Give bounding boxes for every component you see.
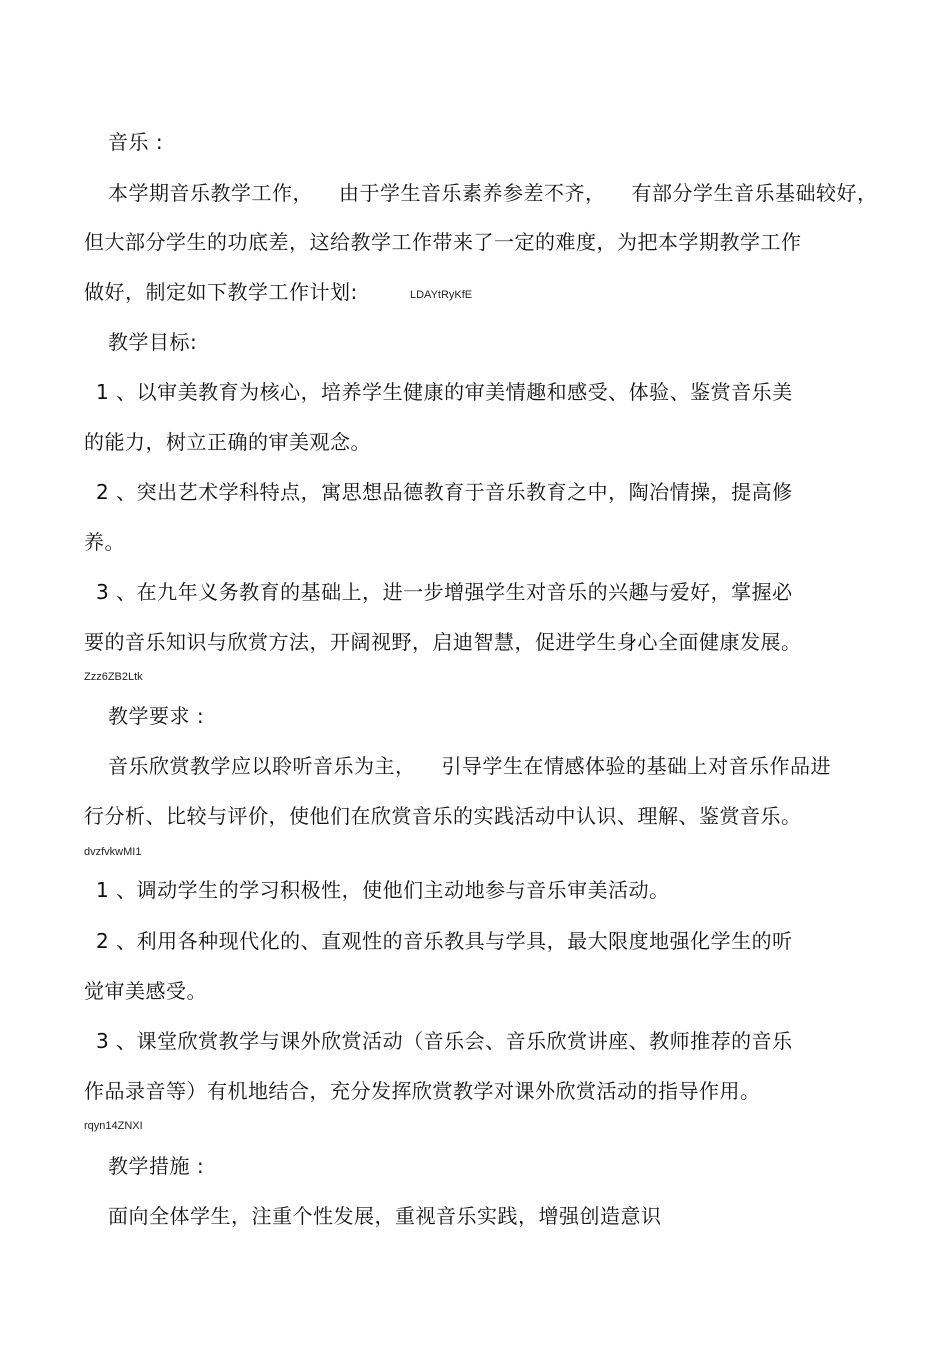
requirements-para-line-1 (108, 753, 831, 779)
goals-item-1-line-2: 的能力，树立正确的审美观念。 (84, 430, 371, 454)
intro-line-3: 做好，制定如下教学工作计划: (84, 280, 358, 304)
requirements-title: 教学要求 : (108, 704, 205, 728)
intro-line-1c: 有部分学生音乐基础较好， (631, 181, 878, 205)
requirements-item-3-line-2: 作品录音等）有机地结合，充分发挥欣赏教学对课外欣赏活动的指导作用。 (84, 1079, 761, 1103)
requirements-code-1: dvzfvkwMI1 (84, 846, 142, 858)
goals-title: 教学目标: (108, 330, 198, 354)
goals-item-1-line-1: 1 、以审美教育为核心，培养学生健康的审美情趣和感受、体验、鉴赏音乐美 (96, 380, 793, 404)
intro-code: LDAYtRyKfE (410, 289, 473, 301)
goals-item-3-line-2: 要的音乐知识与欣赏方法，开阔视野，启迪智慧，促进学生身心全面健康发展。 (84, 630, 802, 654)
heading-music: 音乐 : (108, 130, 164, 154)
goals-item-3-line-1: 3 、在九年义务教育的基础上，进一步增强学生对音乐的兴趣与爱好，掌握必 (96, 580, 793, 604)
requirements-para-line-1a: 音乐欣赏教学应以聆听音乐为主， (108, 754, 416, 778)
intro-line-2: 但大部分学生的功底差，这给教学工作带来了一定的难度，为把本学期教学工作 (84, 230, 802, 254)
requirements-para-line-2: 行分析、比较与评价，使他们在欣赏音乐的实践活动中认识、理解、鉴赏音乐。 (84, 804, 802, 828)
intro-line-1b: 由于学生音乐素养参差不齐， (339, 181, 606, 205)
requirements-item-2-line-2: 觉审美感受。 (84, 979, 207, 1003)
goals-item-2-line-1: 2 、突出艺术学科特点，寓思想品德教育于音乐教育之中，陶冶情操，提高修 (96, 480, 793, 504)
requirements-para-line-1b: 引导学生在情感体验的基础上对音乐作品进 (441, 754, 831, 778)
goals-item-2-line-2: 养。 (84, 530, 125, 554)
intro-line-1a: 本学期音乐教学工作， (108, 181, 313, 205)
requirements-item-2-line-1: 2 、利用各种现代化的、直观性的音乐教具与学具，最大限度地强化学生的听 (96, 929, 793, 953)
requirements-code-2: rqyn14ZNXI (84, 1120, 143, 1132)
intro-line-1 (108, 180, 878, 206)
measures-title: 教学措施 : (108, 1154, 205, 1178)
measures-line-1: 面向全体学生，注重个性发展，重视音乐实践，增强创造意识 (108, 1204, 662, 1228)
goals-code: Zzz6ZB2Ltk (84, 671, 143, 683)
requirements-item-1: 1 、调动学生的学习积极性，使他们主动地参与音乐审美活动。 (96, 878, 670, 902)
requirements-item-3-line-1: 3 、课堂欣赏教学与课外欣赏活动（音乐会、音乐欣赏讲座、教师推荐的音乐 (96, 1029, 793, 1053)
